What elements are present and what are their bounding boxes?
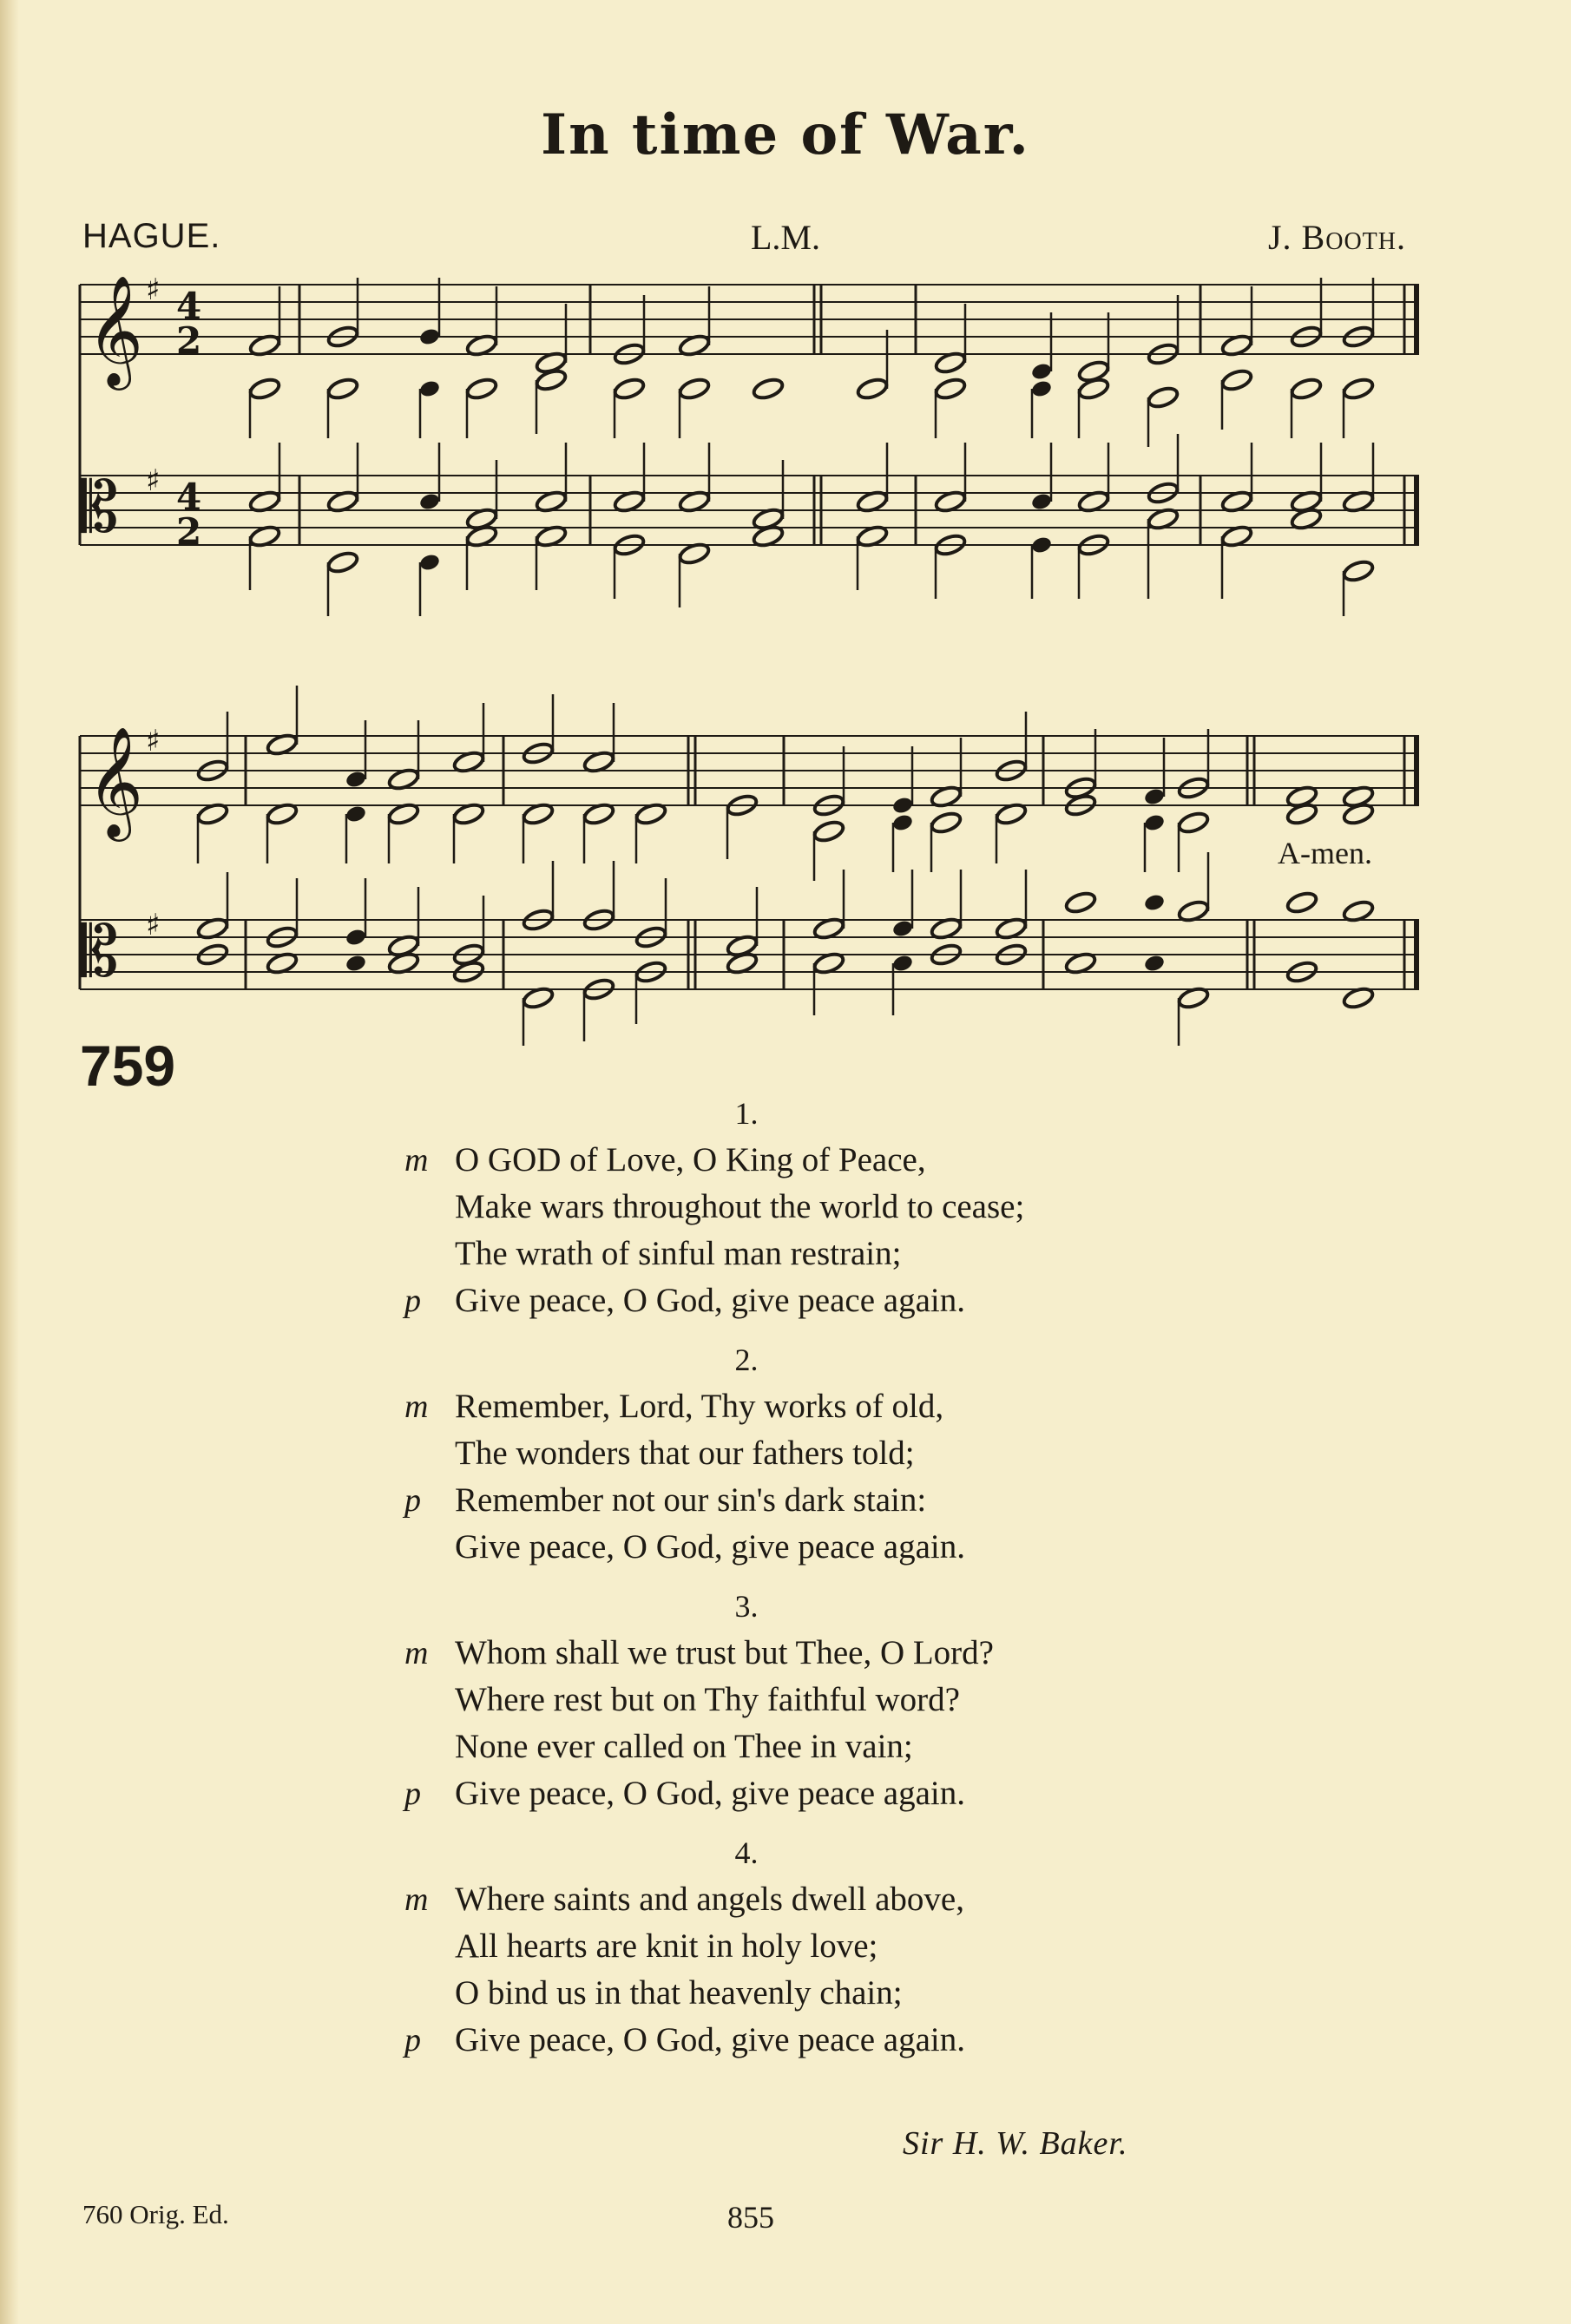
system-2-notes [196, 732, 1375, 1011]
verse-line [399, 1677, 1441, 1723]
verse-line [399, 1231, 1441, 1277]
line-text: O GOD of Love, O King of Peace, [455, 1141, 926, 1178]
verses [399, 1095, 1441, 2081]
line-text: O bind us in that heavenly chain; [455, 1974, 903, 2012]
dynamic-mark: m [404, 1635, 429, 1671]
amen-label: A-men. [1278, 836, 1372, 870]
verse-line [399, 1430, 1441, 1477]
svg-text:𝄡: 𝄡 [80, 911, 119, 992]
verse-line [399, 1970, 1441, 2017]
svg-text:4: 4 [176, 285, 202, 327]
verse-4 [399, 1835, 1441, 2064]
footnote: 760 Orig. Ed. [82, 2199, 229, 2229]
dynamic-mark: m [404, 1142, 429, 1178]
line-text: Remember, Lord, Thy works of old, [455, 1388, 944, 1425]
verse-line [399, 1277, 1441, 1324]
verse-line [399, 1477, 1441, 1524]
page-title: In time of War. [541, 102, 1030, 167]
dynamic-mark: p [404, 2022, 421, 2058]
system-1-stems [250, 278, 1373, 616]
line-text: Give peace, O God, give peace again. [455, 1282, 965, 1319]
line-text: Remember not our sin's dark stain: [455, 1481, 927, 1519]
dynamic-mark: p [404, 1283, 421, 1319]
music-score [0, 0, 1571, 1059]
line-text: The wonders that our fathers told; [455, 1434, 915, 1472]
verse-line [399, 1137, 1441, 1184]
verse-line [399, 1770, 1441, 1817]
dynamic-mark: p [404, 1482, 421, 1519]
meter-label: L.M. [751, 218, 820, 257]
verse-line [399, 2017, 1441, 2064]
hymn-number: 759 [80, 1034, 176, 1098]
author-credit: Sir H. W. Baker. [903, 2125, 1128, 2162]
svg-text:♯: ♯ [146, 908, 161, 942]
line-text: None ever called on Thee in vain; [455, 1728, 913, 1765]
verse-number: 1. [734, 1096, 759, 1131]
line-text: All hearts are knit in holy love; [455, 1927, 878, 1965]
verse-number: 3. [734, 1589, 759, 1624]
line-text: Give peace, O God, give peace again. [455, 1775, 965, 1812]
svg-text:♯: ♯ [146, 724, 161, 758]
svg-text:4: 4 [176, 476, 202, 518]
page-number: 855 [727, 2200, 774, 2235]
line-text: Where saints and angels dwell above, [455, 1881, 964, 1918]
verse-line [399, 1524, 1441, 1571]
system-1-treble-staff [80, 285, 1419, 354]
svg-text:2: 2 [176, 319, 202, 362]
verse-1 [399, 1095, 1441, 1324]
verse-line [399, 1923, 1441, 1970]
svg-text:𝄞: 𝄞 [87, 274, 144, 385]
tune-name: HAGUE. [82, 217, 221, 255]
line-text: Make wars throughout the world to cease; [455, 1188, 1025, 1225]
svg-text:𝄞: 𝄞 [87, 725, 144, 837]
system-2-stems [198, 686, 1208, 1046]
verse-line [399, 1723, 1441, 1770]
composer-name: J. Booth. [1267, 218, 1406, 257]
line-text: The wrath of sinful man restrain; [455, 1235, 902, 1272]
line-text: Where rest but on Thy faithful word? [455, 1681, 960, 1718]
verse-number: 4. [734, 1835, 759, 1870]
system-1-bass-staff [80, 476, 1419, 545]
verse-line [399, 1383, 1441, 1430]
line-text: Whom shall we trust but Thee, O Lord? [455, 1634, 994, 1671]
verse-line [399, 1630, 1441, 1677]
svg-text:𝄡: 𝄡 [80, 467, 119, 548]
dynamic-mark: m [404, 1388, 429, 1425]
dynamic-mark: p [404, 1776, 421, 1812]
verse-line [399, 1184, 1441, 1231]
verse-2 [399, 1342, 1441, 1571]
line-text: Give peace, O God, give peace again. [455, 1528, 965, 1566]
verse-line [399, 1876, 1441, 1923]
svg-text:♯: ♯ [146, 463, 161, 498]
verse-3 [399, 1588, 1441, 1817]
dynamic-mark: m [404, 1881, 429, 1918]
line-text: Give peace, O God, give peace again. [455, 2021, 965, 2058]
svg-text:2: 2 [176, 510, 202, 553]
verse-number: 2. [734, 1343, 759, 1377]
svg-text:♯: ♯ [146, 272, 161, 307]
